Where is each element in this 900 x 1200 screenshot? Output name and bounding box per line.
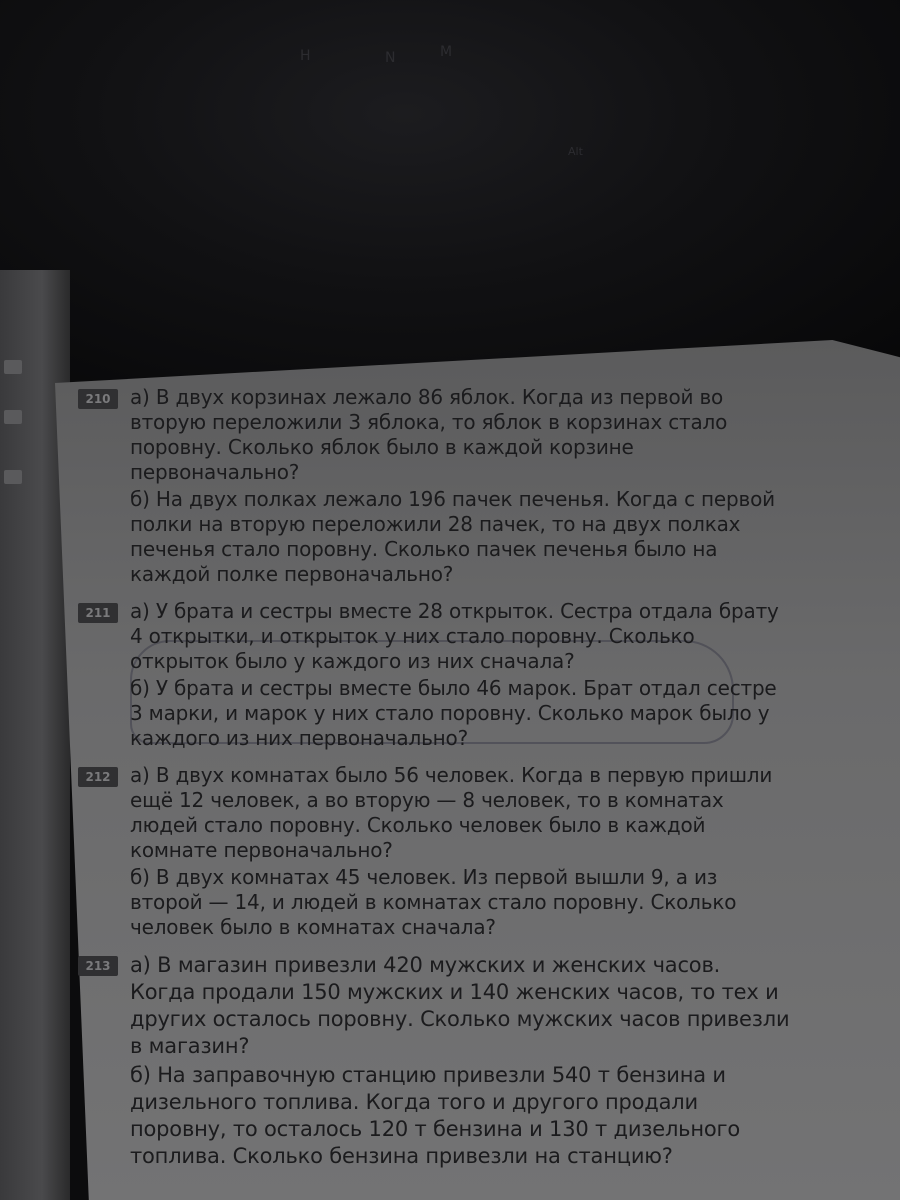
problem-number: 212 bbox=[78, 767, 118, 787]
problem-part-a: а) В двух корзинах лежало 86 яблок. Когда из первой во вторую переложили 3 яблока, то яблок в корзинах стало поровну. Сколько яблок было в каждой корзине первоначально? bbox=[130, 385, 728, 484]
problem-part-b: б) На двух полках лежало 196 пачек печенья. Когда с первой полки на вторую переложили 28 пачек, то на двух полках печенья стало поровну. Сколько пачек печенья было на каждой полке первоначально? bbox=[130, 487, 775, 586]
problem-211 bbox=[85, 599, 790, 751]
problem-213 bbox=[85, 952, 790, 1170]
problem-part-b: б) На заправочную станцию привезли 540 т бензина и дизельного топлива. Когда того и другого продали поровну, то осталось 120 т бензина и 130 т дизельного топлива. Сколько бензина привезли на станцию? bbox=[130, 1063, 741, 1168]
problem-212 bbox=[85, 763, 790, 940]
page-tab-mark bbox=[4, 410, 22, 424]
problem-number: 210 bbox=[78, 389, 118, 409]
key-label: H bbox=[300, 48, 311, 64]
problem-part-a: а) В двух комнатах было 56 человек. Когда в первую пришли ещё 12 человек, а во вторую — 8 человек, то в комнатах людей стало поровну. Сколько человек было в каждой комнате первоначально? bbox=[130, 763, 773, 862]
problem-list bbox=[85, 385, 790, 1182]
problem-part-b: б) В двух комнатах 45 человек. Из первой вышли 9, а из второй — 14, и людей в комнатах стало поровну. Сколько человек было в комнатах сначала? bbox=[130, 865, 737, 939]
problem-part-a: а) В магазин привезли 420 мужских и женских часов. Когда продали 150 мужских и 140 женских часов, то тех и других осталось поровну. Сколько мужских часов привезли в магазин? bbox=[130, 953, 790, 1058]
problem-number: 211 bbox=[78, 603, 118, 623]
key-label: M bbox=[440, 44, 453, 60]
key-label: Alt bbox=[568, 145, 583, 158]
laptop-keyboard-background bbox=[0, 0, 900, 380]
problem-number: 213 bbox=[78, 956, 118, 976]
problem-part-b: б) У брата и сестры вместе было 46 марок. Брат отдал сестре 3 марки, и марок у них стало поровну. Сколько марок было у каждого из них первоначально? bbox=[130, 676, 777, 750]
page-tab-mark bbox=[4, 470, 22, 484]
page-tab-mark bbox=[4, 360, 22, 374]
problem-210 bbox=[85, 385, 790, 587]
problem-part-a: а) У брата и сестры вместе 28 открыток. Сестра отдала брату 4 открытки, и открыток у них стало поровну. Сколько открыток было у каждого из них сначала? bbox=[130, 599, 779, 673]
key-label: N bbox=[385, 50, 396, 66]
